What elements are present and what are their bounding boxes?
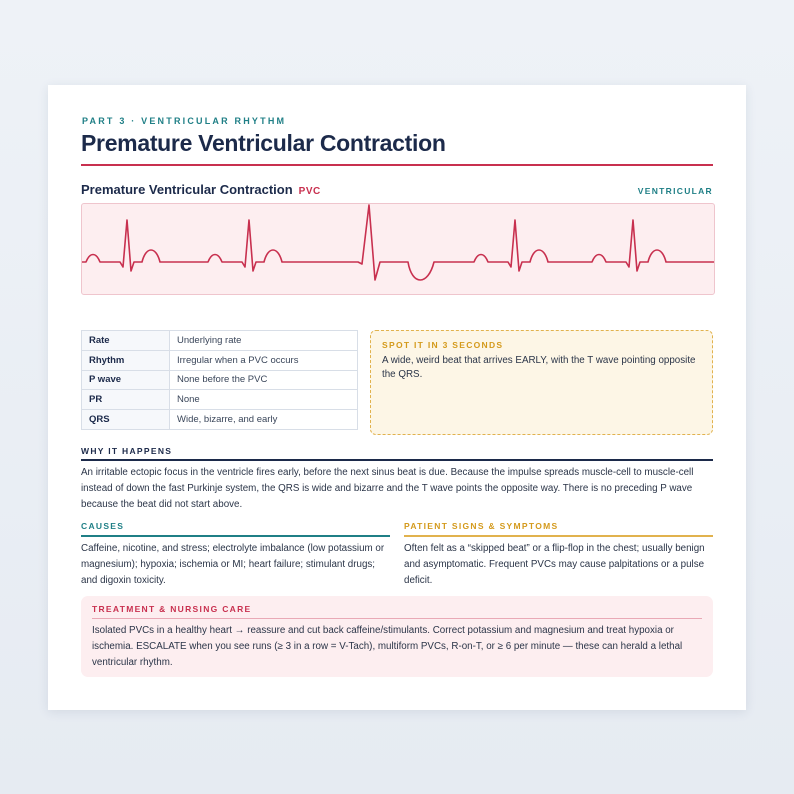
ecg-trace: [82, 205, 714, 280]
treatment-box: [81, 596, 713, 677]
ecg-strip: [81, 203, 715, 295]
treatment-heading: TREATMENT & NURSING CARE: [92, 604, 702, 619]
table-row: [82, 410, 358, 430]
table-row: [82, 331, 358, 351]
fact-label: QRS: [82, 410, 170, 430]
fact-label: Rhythm: [82, 350, 170, 370]
rhythm-category-tag: VENTRICULAR: [637, 186, 713, 196]
table-row: [82, 350, 358, 370]
why-divider: [81, 459, 713, 461]
signs-divider: [404, 535, 713, 537]
signs-heading: PATIENT SIGNS & SYMPTOMS: [404, 521, 559, 531]
rhythm-heading: [81, 182, 321, 197]
treatment-text: Isolated PVCs in a healthy heart → reassure and cut back caffeine/stimulants. Correct potassium and magnesium and treat hypoxia or ischemia. ESCALATE when you see runs (≥ 3 in a row = V-Tach), multiform PVCs, R-on-T, or ≥ 6 per minute — these can herald a lethal ventricular rhythm.: [92, 625, 683, 668]
fact-value: Wide, bizarre, and early: [170, 410, 358, 430]
why-text: An irritable ectopic focus in the ventricle fires early, before the next sinus beat is due. Because the impulse spreads muscle-cell to muscle-cell instead of down the fast Purkinje system, the QRS is wide and bizarre and the T wave points the opposite way. There is no preceding P wave because the beat did not start above.: [81, 467, 694, 510]
fact-value: Underlying rate: [170, 331, 358, 351]
spot-it-text: A wide, weird beat that arrives EARLY, with the T wave pointing opposite the QRS.: [382, 355, 696, 380]
rhythm-facts-table: [81, 330, 358, 430]
signs-text: Often felt as a “skipped beat” or a flip-flop in the chest; usually benign and asymptomatic. Frequent PVCs may cause palpitations or a pulse deficit.: [404, 543, 705, 586]
reference-card: [48, 85, 746, 710]
causes-heading: CAUSES: [81, 521, 125, 531]
causes-text: Caffeine, nicotine, and stress; electrolyte imbalance (low potassium or magnesium); hypoxia; ischemia or MI; heart failure; stimulant drugs; and digoxin toxicity.: [81, 543, 385, 586]
spot-it-title: SPOT IT IN 3 SECONDS: [382, 340, 504, 350]
rhythm-abbreviation: PVC: [298, 186, 321, 197]
why-heading: WHY IT HAPPENS: [81, 446, 173, 456]
page-title: Premature Ventricular Contraction: [81, 130, 446, 156]
causes-divider: [81, 535, 390, 537]
title-divider: [81, 164, 713, 166]
ecg-waveform: [82, 204, 714, 294]
part-eyebrow: PART 3 · VENTRICULAR RHYTHM: [82, 116, 287, 126]
table-row: [82, 390, 358, 410]
fact-label: P wave: [82, 370, 170, 390]
spot-it-callout: [370, 330, 713, 435]
fact-value: None before the PVC: [170, 370, 358, 390]
fact-value: None: [170, 390, 358, 410]
fact-label: Rate: [82, 331, 170, 351]
rhythm-name: Premature Ventricular Contraction: [81, 182, 293, 197]
fact-value: Irregular when a PVC occurs: [170, 350, 358, 370]
table-row: [82, 370, 358, 390]
fact-label: PR: [82, 390, 170, 410]
